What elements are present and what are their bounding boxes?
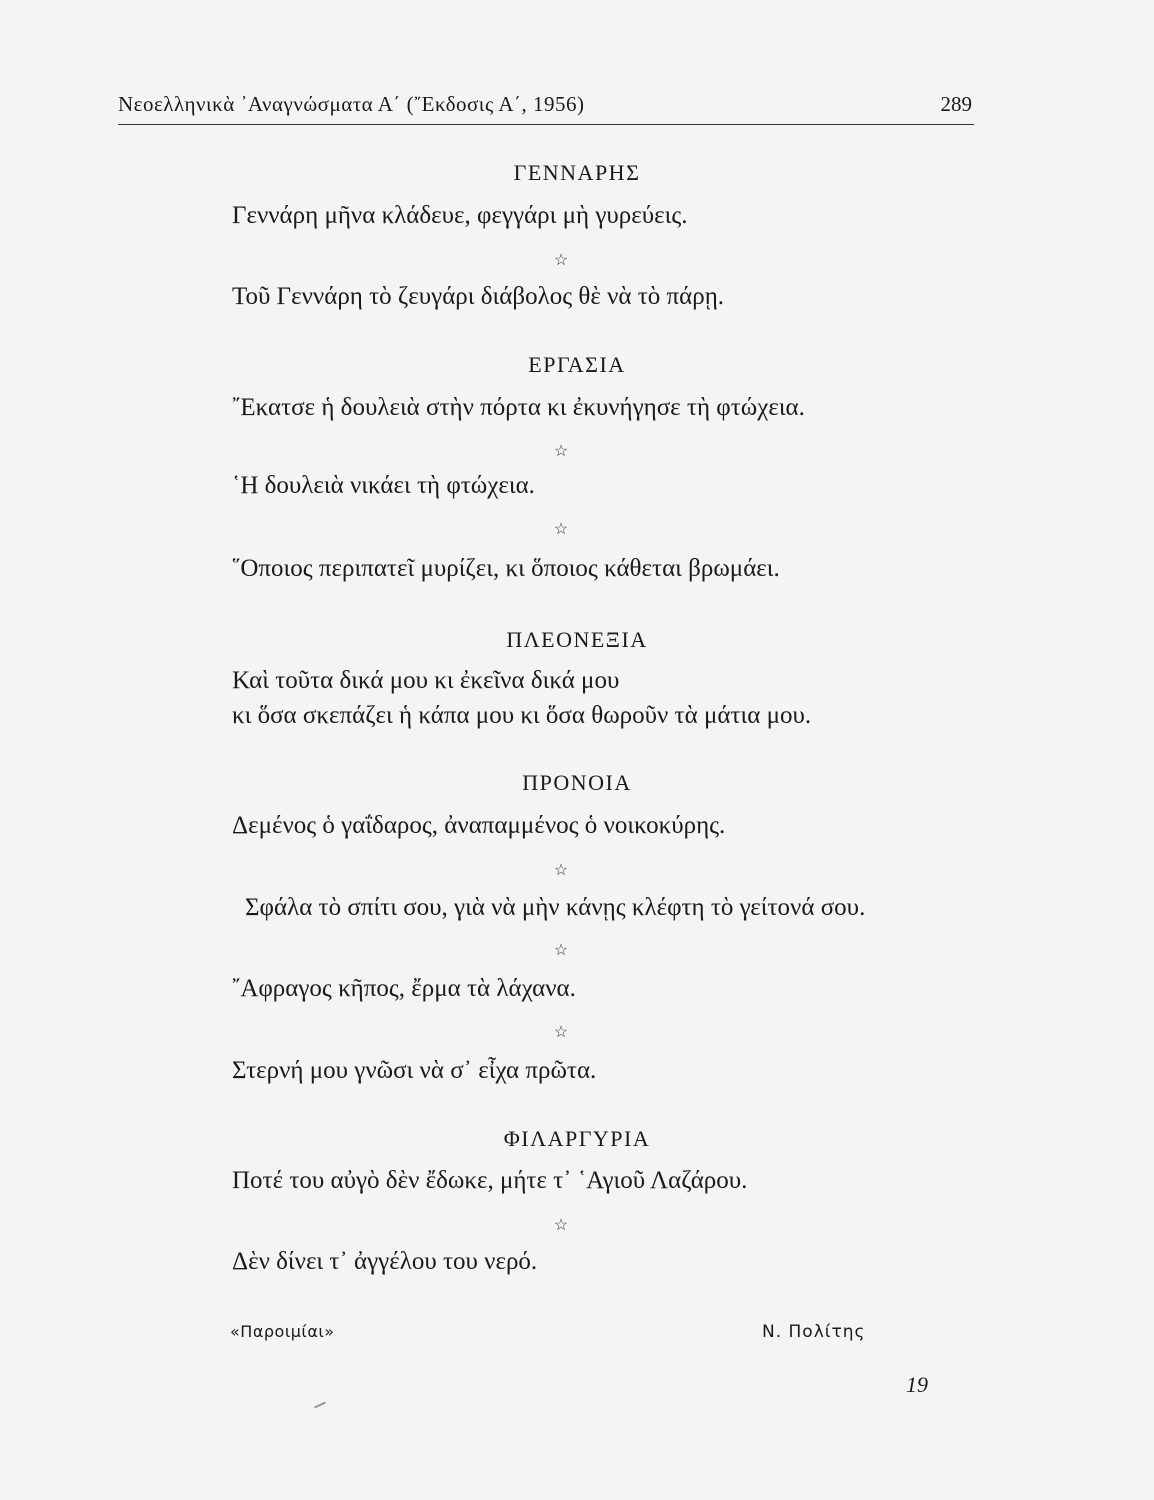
star-separator-icon: ☆: [553, 250, 569, 269]
proverb-line: Καὶ τοῦτα δικά μου κι ἐκεῖνα δικά μου: [232, 667, 620, 694]
stray-mark: [314, 1402, 326, 1409]
source-citation: «Παροιμίαι»: [230, 1322, 335, 1341]
proverb-line: ῎Αφραγος κῆπος, ἔρμα τὰ λάχανα.: [232, 975, 576, 1002]
heading-pronoia: ΠΡΟΝΟΙΑ: [522, 770, 632, 795]
proverb-line: Ποτέ του αὐγὸ δὲν ἔδωκε, μήτε τ᾿ ῾Αγιοῦ Λαζάρου.: [232, 1167, 748, 1194]
proverb-line: ῞Οποιος περιπατεῖ μυρίζει, κι ὅποιος κάθεται βρωμάει.: [232, 555, 780, 582]
folio-number: 19: [906, 1372, 928, 1397]
proverb-line: Στερνή μου γνῶσι νὰ σ᾿ εἶχα πρῶτα.: [232, 1057, 597, 1084]
heading-ergasia: ΕΡΓΑΣΙΑ: [528, 352, 626, 377]
heading-filargyria: ΦΙΛΑΡΓΥΡΙΑ: [503, 1126, 651, 1151]
star-separator-icon: ☆: [553, 940, 569, 959]
star-separator-icon: ☆: [553, 1215, 569, 1234]
star-separator-icon: ☆: [553, 441, 569, 460]
author-name: Ν. Πολίτης: [762, 1322, 866, 1342]
star-separator-icon: ☆: [553, 1022, 569, 1041]
proverb-line: Δὲν δίνει τ᾿ ἀγγέλου του νερό.: [232, 1248, 538, 1275]
proverb-line: ῾Η δουλειὰ νικάει τὴ φτώχεια.: [232, 472, 535, 499]
proverb-line: Τοῦ Γεννάρη τὸ ζευγάρι διάβολος θὲ νὰ τὸ πάρῃ.: [232, 283, 725, 310]
proverb-line: Δεμένος ὁ γαΐδαρος, ἀναπαμμένος ὁ νοικοκύρης.: [232, 812, 726, 839]
star-separator-icon: ☆: [553, 519, 569, 538]
running-header: [118, 88, 974, 125]
proverb-line: Γεννάρη μῆνα κλάδευε, φεγγάρι μὴ γυρεύεις.: [232, 202, 688, 229]
header-title: Νεοελληνικὰ ᾿Αναγνώσματα Α΄ (῎Εκδοσις Α΄, 1956): [118, 92, 585, 116]
proverb-line: ῎Εκατσε ἡ δουλειὰ στὴν πόρτα κι ἐκυνήγησε τὴ φτώχεια.: [232, 394, 805, 421]
header-page-number: 289: [940, 92, 972, 116]
heading-gennaris: ΓΕΝΝΑΡΗΣ: [513, 160, 641, 185]
star-separator-icon: ☆: [553, 860, 569, 879]
proverb-line: Σφάλα τὸ σπίτι σου, γιὰ νὰ μὴν κάνῃς κλέφτη τὸ γείτονά σου.: [245, 894, 866, 921]
proverb-line: κι ὅσα σκεπάζει ἡ κάπα μου κι ὅσα θωροῦν τὰ μάτια μου.: [232, 702, 812, 729]
heading-pleonexia: ΠΛΕΟΝΕΞΙΑ: [506, 627, 648, 652]
